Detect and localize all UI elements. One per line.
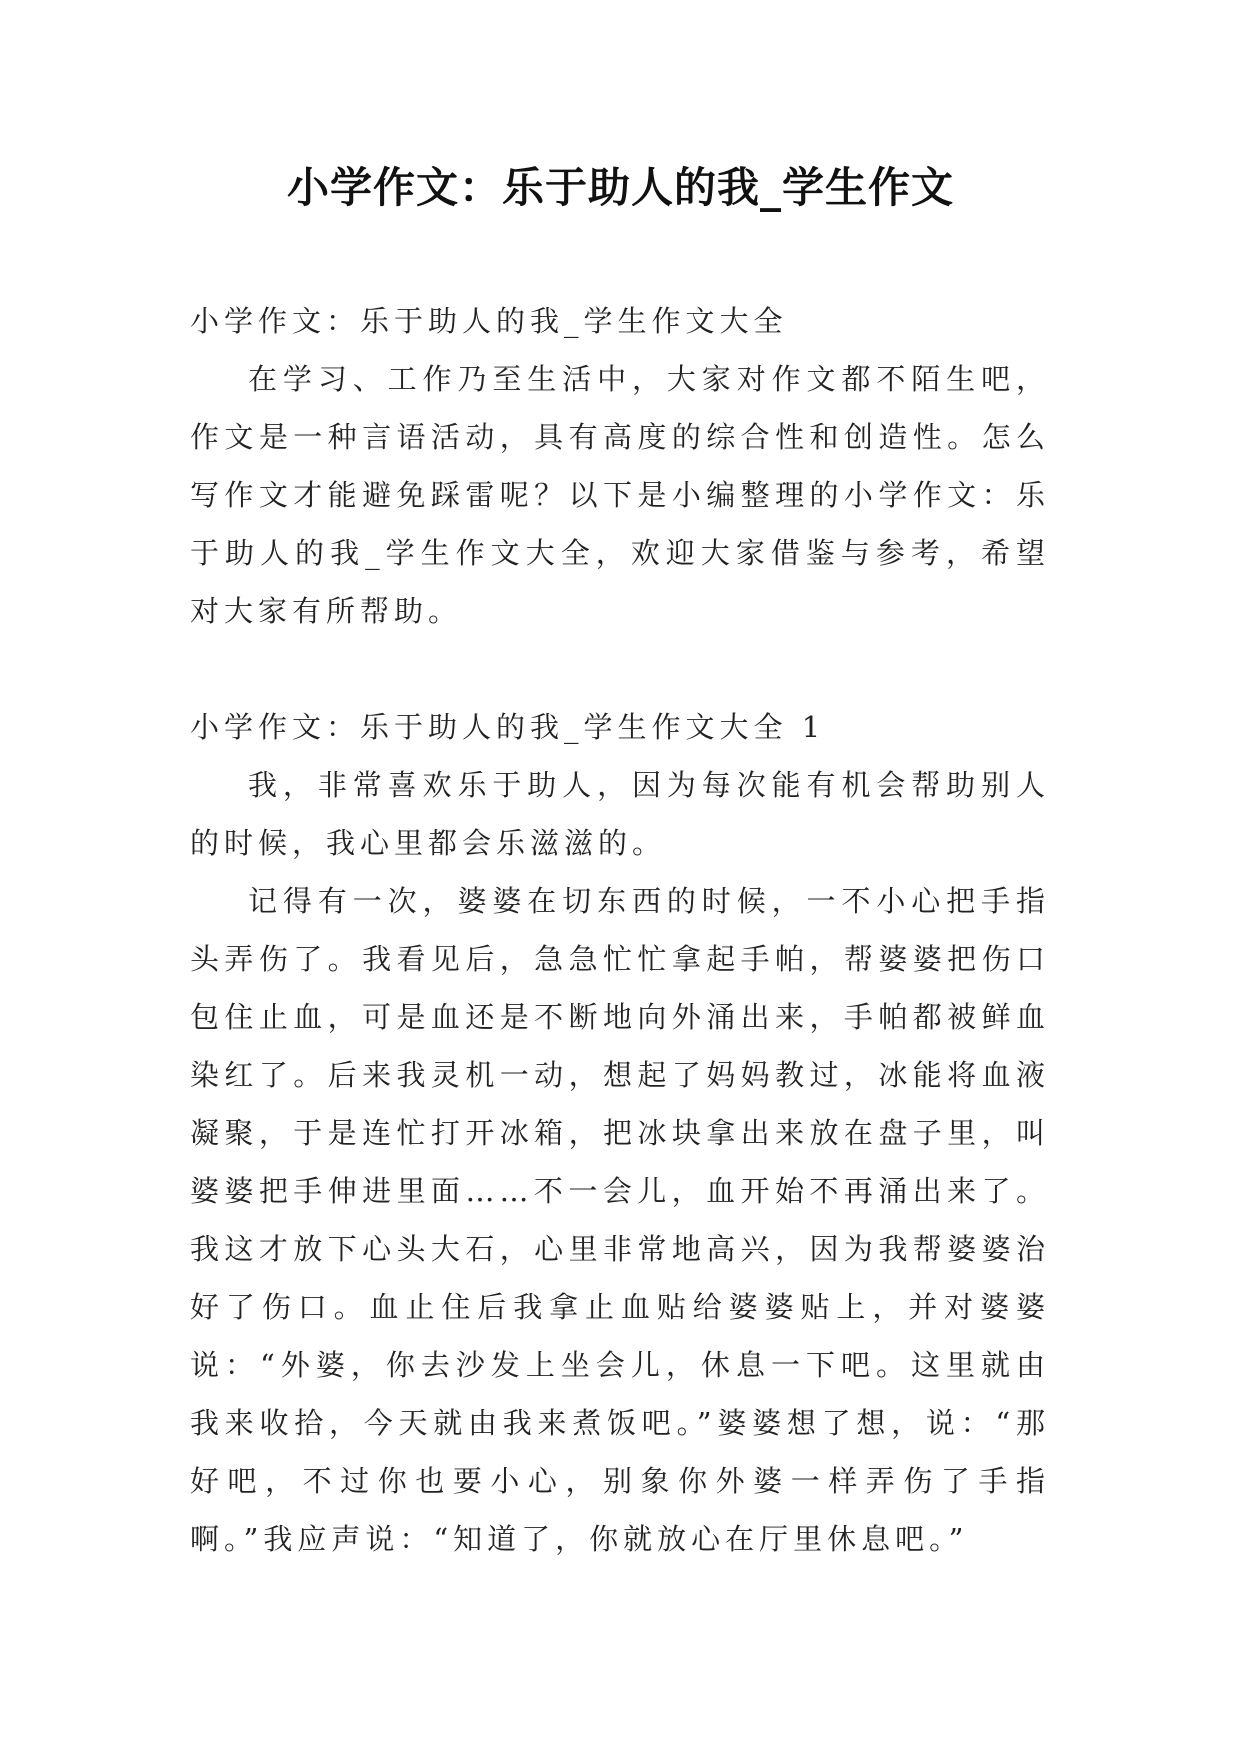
section-heading-1: 小学作文：乐于助人的我_学生作文大全 1: [190, 710, 826, 744]
section1-paragraph-2: 记得有一次，婆婆在切东西的时候，一不小心把手指头弄伤了。我看见后，急急忙忙拿起手帕，帮婆婆把伤口包住止血，可是血还是不断地向外涌出来，手帕都被鲜血染红了。后来我灵机一动，想起了妈妈教过，冰能将血液凝聚，于是连忙打开冰箱，把冰块拿出来放在盘子里，叫婆婆把手伸进里面……不一会儿，血开始不再涌出来了。我这才放下心头大石，心里非常地高兴，因为我帮婆婆治好了伤口。血止住后我拿止血贴给婆婆贴上，并对婆婆说：“外婆，你去沙发上坐会儿，休息一下吧。这里就由我来收拾，今天就由我来煮饭吧。”婆婆想了想，说：“那好吧，不过你也要小心，别象你外婆一样弄伤了手指啊。”我应声说：“知道了，你就放心在厅里休息吧。”: [190, 884, 1050, 1556]
document-body: [190, 292, 1050, 1568]
intro-paragraph: 在学习、工作乃至生活中，大家对作文都不陌生吧，作文是一种言语活动，具有高度的综合性和创造性。怎么写作文才能避免踩雷呢？以下是小编整理的小学作文：乐于助人的我_学生作文大全，欢迎大家借鉴与参考，希望对大家有所帮助。: [190, 362, 1050, 628]
section1-paragraph-1: 我，非常喜欢乐于助人，因为每次能有机会帮助别人的时候，我心里都会乐滋滋的。: [190, 768, 1050, 860]
subtitle-main: 小学作文：乐于助人的我_学生作文大全: [190, 304, 788, 338]
section-gap: [190, 640, 1050, 698]
document-title: 小学作文：乐于助人的我_学生作文: [286, 163, 954, 212]
